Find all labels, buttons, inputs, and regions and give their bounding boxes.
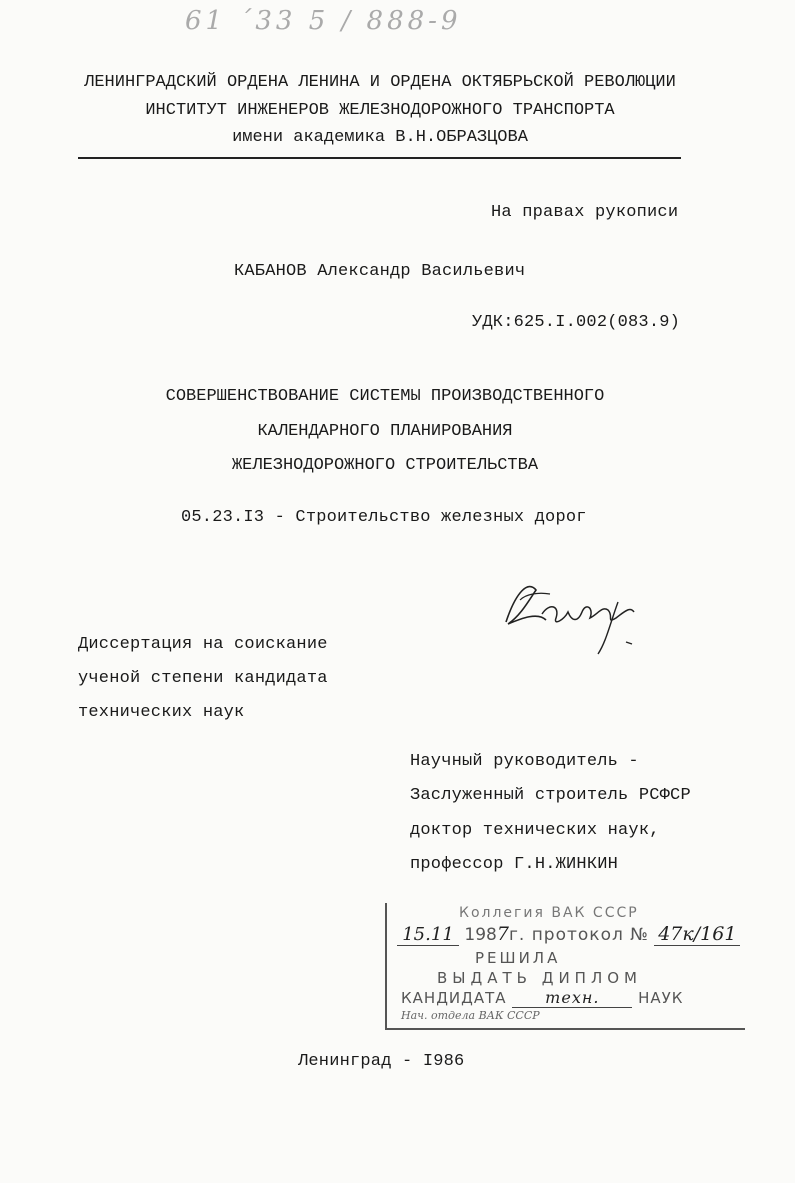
stamp-year-prefix: 198 — [464, 925, 497, 945]
stamp-date-line — [397, 923, 740, 946]
stamp-science-suffix: НАУК — [638, 989, 684, 1007]
stamp-candidate-line — [401, 988, 683, 1008]
institute-line-1: ЛЕНИНГРАДСКИЙ ОРДЕНА ЛЕНИНА И ОРДЕНА ОКТЯБРЬСКОЙ РЕВОЛЮЦИИ — [84, 73, 676, 92]
dissertation-line-2: ученой степени кандидата — [78, 669, 328, 688]
header-divider — [78, 157, 681, 159]
stamp-protocol-number: 47к/161 — [654, 923, 740, 946]
supervisor-line-1: Научный руководитель - — [410, 752, 639, 771]
manuscript-rights: На правах рукописи — [491, 203, 679, 222]
institute-line-2: ИНСТИТУТ ИНЖЕНЕРОВ ЖЕЛЕЗНОДОРОЖНОГО ТРАНСПОРТА — [145, 101, 615, 120]
stamp-footer: Нач. отдела ВАК СССР — [401, 1009, 540, 1022]
specialty: 05.23.I3 - Строительство железных дорог — [181, 508, 587, 527]
stamp-decided: РЕШИЛА — [475, 949, 561, 967]
vak-stamp — [385, 903, 745, 1030]
stamp-science: техн. — [512, 988, 632, 1008]
stamp-year-digit: 7 — [496, 923, 509, 945]
stamp-protocol-label: г. протокол № — [508, 925, 649, 945]
title-line-2: КАЛЕНДАРНОГО ПЛАНИРОВАНИЯ — [257, 422, 513, 441]
supervisor-line-4: профессор Г.Н.ЖИНКИН — [410, 855, 619, 874]
stamp-issue-diploma: ВЫДАТЬ ДИПЛОМ — [437, 969, 642, 987]
archive-number: 61 ΄33 5 / 888-9 — [185, 6, 462, 36]
city-year: Ленинград - I986 — [298, 1052, 465, 1071]
supervisor-line-2: Заслуженный строитель РСФСР — [410, 786, 691, 805]
title-line-1: СОВЕРШЕНСТВОВАНИЕ СИСТЕМЫ ПРОИЗВОДСТВЕННОГО — [165, 387, 605, 406]
dissertation-line-1: Диссертация на соискание — [78, 635, 328, 654]
title-line-3: ЖЕЛЕЗНОДОРОЖНОГО СТРОИТЕЛЬСТВА — [231, 456, 539, 475]
dissertation-line-3: технических наук — [78, 703, 245, 722]
author-signature — [498, 572, 648, 662]
stamp-header: Коллегия ВАК СССР — [459, 905, 639, 921]
author-name: КАБАНОВ Александр Васильевич — [234, 262, 526, 281]
institute-line-3: имени академика В.Н.ОБРАЗЦОВА — [232, 128, 528, 147]
stamp-candidate: КАНДИДАТА — [401, 989, 507, 1007]
supervisor-line-3: доктор технических наук, — [410, 821, 660, 840]
stamp-date-day: 15.11 — [397, 924, 459, 946]
udc-code: УДК:625.I.002(083.9) — [472, 313, 681, 332]
